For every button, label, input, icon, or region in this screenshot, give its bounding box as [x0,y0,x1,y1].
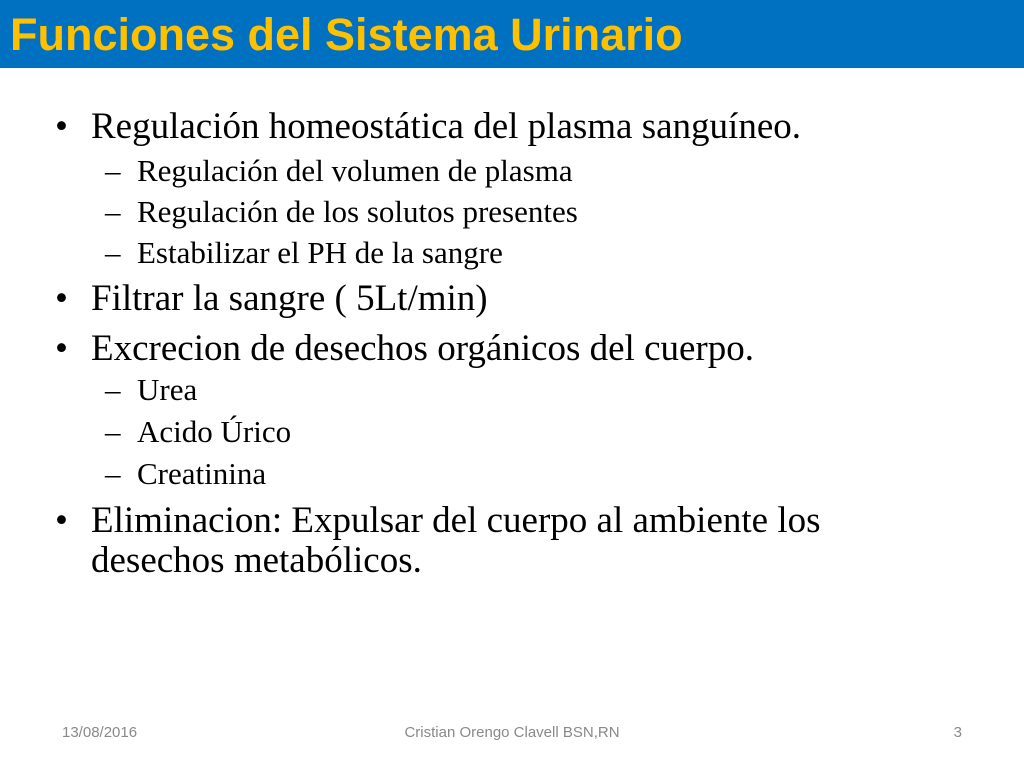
footer-date: 13/08/2016 [62,724,138,741]
sub-bullet-marker: – [105,414,121,449]
sub-bullet-item [0,414,1024,450]
bullet-item [0,329,1024,369]
footer-author: Cristian Orengo Clavell BSN,RN [404,724,620,741]
bullet-text: Excrecion de desechos orgánicos del cuerpo. [91,328,755,369]
bullet-marker: • [55,106,68,147]
bullet-item [0,279,1024,319]
slide-title: Funciones del Sistema Urinario [10,9,683,60]
sub-bullet-item [0,194,1024,230]
bullet-item [0,107,1024,147]
sub-bullet-item [0,153,1024,189]
bullet-marker: • [55,500,68,541]
page-number: 3 [953,724,962,741]
bullet-text: Filtrar la sangre ( 5Lt/min) [91,278,488,319]
sub-bullet-text: Estabilizar el PH de la sangre [137,235,503,270]
sub-bullet-text: Regulación de los solutos presentes [137,194,578,229]
sub-bullet-text: Regulación del volumen de plasma [137,153,573,188]
sub-bullet-marker: – [105,153,121,188]
sub-bullet-item [0,372,1024,408]
bullet-marker: • [55,278,68,319]
sub-bullet-text: Creatinina [137,456,267,491]
bullet-item [0,500,1024,581]
sub-bullet-marker: – [105,235,121,270]
bullet-text: Regulación homeostática del plasma sanguíneo. [91,106,801,147]
title-bar [0,0,1024,68]
sub-bullet-item [0,235,1024,271]
bullet-marker: • [55,328,68,369]
sub-bullet-marker: – [105,456,121,491]
bullet-text: Eliminacion: Expulsar del cuerpo al ambiente los desechos metabólicos. [91,500,821,581]
sub-bullet-text: Urea [137,372,198,407]
sub-bullet-item [0,456,1024,492]
sub-bullet-marker: – [105,372,121,407]
sub-bullet-marker: – [105,194,121,229]
sub-bullet-text: Acido Úrico [137,414,292,449]
